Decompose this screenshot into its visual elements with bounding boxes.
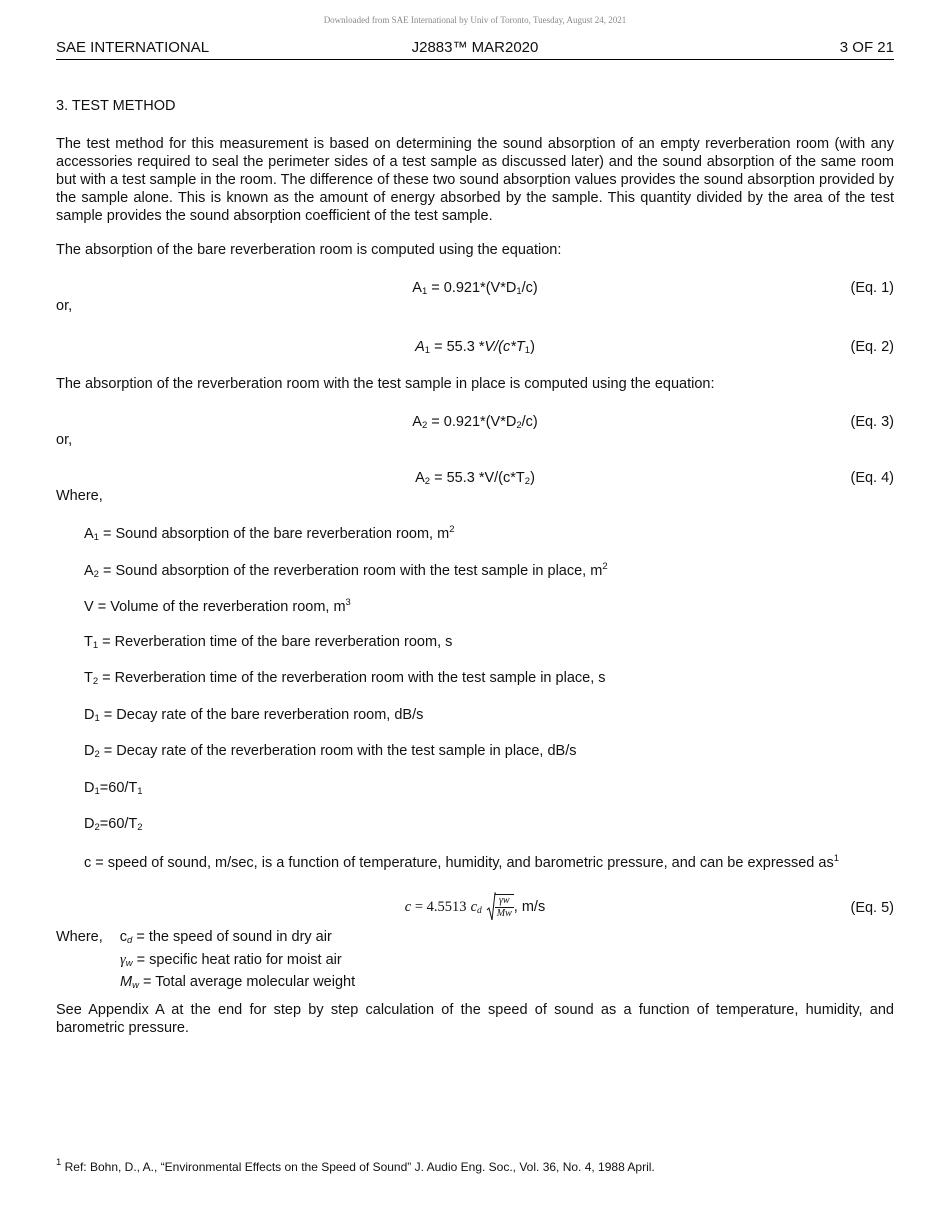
equation-5 [0,892,950,932]
sample-room-sentence: The absorption of the reverberation room with the test sample in place is computed using the equation: [56,376,715,392]
or-label-2: or, [56,432,73,448]
appendix-paragraph: See Appendix A at the end for step by step calculation of the speed of sound as a function of temperature, humidity, and barometric pressure. [56,1002,894,1036]
page-header [56,39,894,60]
equation-5-where-block [56,928,355,996]
equation-4-expression: $A_2 = 55.3$ $*V/(c*T_2)$ [415,470,535,487]
fraction-numerator: γw [495,895,514,908]
where-label: Where, [56,488,103,504]
definition-t2: $T_2$ = Reverberation time of the reverberation room with the test sample in place, s [84,670,606,687]
bare-room-sentence: The absorption of the bare reverberation room is computed using the equation: [56,242,562,258]
equation-5-expression: c = 4.5513 $c_d$ $\frac{\gamma w}{Mw}$ , m/s [0,892,950,922]
equation-1-expression: $A_1 = 0.921*(V*D_1/c)$ [412,280,538,297]
definition-d1: $D_1$ = Decay rate of the bare reverberation room, dB/s [84,707,424,724]
or-label: or, [56,298,73,314]
definition-d1-relation: $D_1=60/T_1$ [84,780,143,797]
definition-c: c = speed of sound, m/sec, is a function of temperature, humidity, and barometric pressure, and can be expressed $as^1$ [84,853,839,871]
header-publisher: SAE INTERNATIONAL [56,39,210,56]
equation-4-number: (Eq. 4) [850,470,894,486]
definition-a1: $A_1$ = Sound absorption of the bare reverberation room, $m^2$ [84,524,455,543]
download-notice: Downloaded from SAE International by Univ of Toronto, Tuesday, August 24, 2021 [323,15,627,25]
equation-3-expression: $A_2 = 0.921*(V*D_2/c)$ [412,414,538,431]
footnote-mark: 1 [56,1157,62,1168]
header-document-id: J2883™ MAR2020 [411,39,539,56]
definition-d2-relation: $D_2=60/T_2$ [84,816,143,833]
where-mw-row: $M_w$ = Total average molecular weight [120,974,356,991]
definition-v: V = Volume of the reverberation room, $m^3$ [84,597,351,615]
equation-5-number: (Eq. 5) [850,900,894,916]
fraction-denominator: Mw [496,908,512,919]
equation-2-expression: $A_1 = 55.3$ $*V/(c*T_1)$ [415,339,535,356]
equation-3-number: (Eq. 3) [850,414,894,430]
footnote: $^1$ Ref: Bohn, D., A., “Environmental Effects on the Speed of Sound” J. Audio Eng. Soc., Vol. 36, No. 4, 1988 April. [56,1157,655,1174]
header-page-number: 3 OF 21 [839,39,894,56]
section-title: 3. TEST METHOD [56,98,176,114]
definition-a2: $A_2$ = Sound absorption of the reverberation room with the test sample in place, $m^2$ [84,561,608,580]
equation-2-number: (Eq. 2) [850,339,894,355]
where-cd-row: Where, $c_d$ = the speed of sound in dry air [56,929,332,946]
equation-5-fraction [495,894,514,920]
definition-d2: $D_2$ = Decay rate of the reverberation room with the test sample in place, dB/s [84,743,577,760]
equation-1-number: (Eq. 1) [850,280,894,296]
definition-t1: $T_1$ = Reverberation time of the bare reverberation room, s [84,634,453,651]
intro-paragraph: The test method for this measurement is based on determining the sound absorption of an empty reverberation room (with any accessories required to seal the perimeter sides of a test sample as discussed later) and the sound absorption of the same room but with a test sample in the room. The difference of these two sound absorption values provides the sound absorption provided by the sample alone. This is known as the amount of energy absorbed by the sample. This quantity divided by the area of the test sample provides the sound absorption coefficient of the test sample. [56,136,894,224]
where-gw-row: $\gamma_w$ = specific heat ratio for moist air [120,951,342,969]
